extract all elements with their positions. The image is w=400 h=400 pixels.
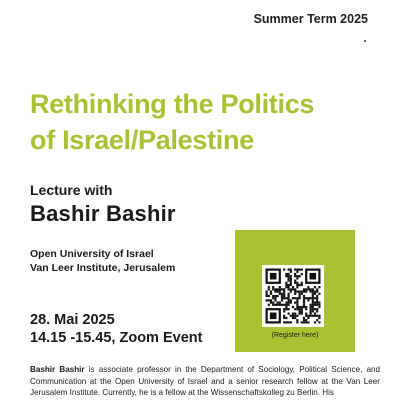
register-link[interactable]: (Register here)	[271, 332, 319, 339]
qr-code-icon	[262, 265, 324, 327]
event-date: 28. Mai 2025	[30, 312, 115, 328]
bio-name: Bashir Bashir	[30, 365, 85, 374]
affiliation-2: Van Leer Institute, Jerusalem	[30, 262, 176, 274]
affiliation-1: Open University of Israel	[30, 248, 154, 260]
title-line-2: of Israel/Palestine	[30, 125, 254, 155]
lecture-title	[30, 86, 390, 158]
event-time: 14.15 -15.45, Zoom Event	[30, 330, 203, 346]
title-line-1: Rethinking the Politics	[30, 89, 315, 119]
lecture-intro: Lecture with	[30, 182, 113, 198]
speaker-name: Bashir Bashir	[30, 201, 176, 226]
decorative-dot	[364, 40, 366, 42]
registration-qr-code[interactable]	[262, 265, 324, 327]
speaker-bio	[30, 364, 380, 399]
term-label: Summer Term 2025	[253, 12, 368, 26]
bio-text: is associate professor in the Department of Sociology, Political Science, and Communication at the Open University of Israel and a senior research fellow at the Van Leer Jerusalem Institute. Currently, he is a fellow at the Wissenschaftskolleg zu Berlin. His	[30, 365, 380, 397]
